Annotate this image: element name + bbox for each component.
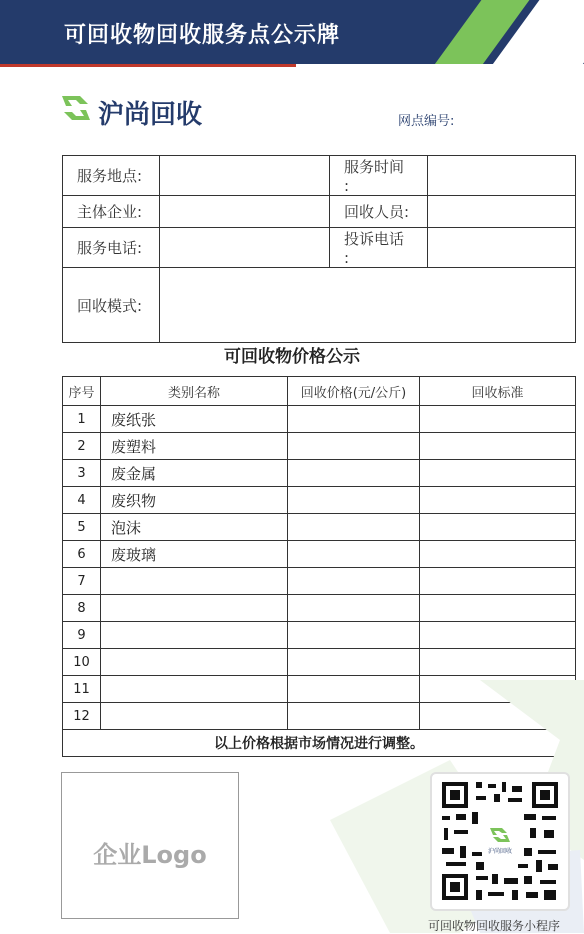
row-category[interactable] [101, 649, 288, 676]
brand-name: 沪尚回收 [98, 100, 203, 130]
qr-center-label: 沪尚回收 [487, 848, 513, 855]
row-price[interactable] [288, 649, 420, 676]
row-standard[interactable] [420, 514, 576, 541]
row-no: 2 [63, 433, 101, 460]
row-standard[interactable] [420, 460, 576, 487]
mode-label: 回收模式: [63, 268, 160, 343]
qr-code-icon [432, 774, 568, 909]
header-banner [0, 0, 584, 64]
row-standard[interactable] [420, 622, 576, 649]
price-note: 以上价格根据市场情况进行调整。 [63, 730, 576, 757]
row-category: 泡沫 [101, 514, 288, 541]
row-price[interactable] [288, 541, 420, 568]
row-price[interactable] [288, 622, 420, 649]
qr-caption: 可回收物回收服务小程序 [428, 919, 561, 933]
complaint-phone-label: 投诉电话 : [330, 228, 428, 268]
table-row [63, 622, 576, 649]
table-row [63, 406, 576, 433]
row-price[interactable] [288, 514, 420, 541]
row-price[interactable] [288, 433, 420, 460]
complaint-phone-field[interactable] [428, 228, 576, 268]
row-standard[interactable] [420, 487, 576, 514]
row-standard[interactable] [420, 568, 576, 595]
price-table-title: 可回收物价格公示 [224, 347, 360, 367]
row-price[interactable] [288, 568, 420, 595]
row-no: 8 [63, 595, 101, 622]
info-table [62, 155, 576, 343]
table-row [63, 433, 576, 460]
service-location-field[interactable] [160, 156, 330, 196]
row-no: 11 [63, 676, 101, 703]
row-standard[interactable] [420, 649, 576, 676]
table-row [63, 514, 576, 541]
row-no: 5 [63, 514, 101, 541]
table-row [63, 595, 576, 622]
row-category: 废织物 [101, 487, 288, 514]
row-category[interactable] [101, 622, 288, 649]
row-category: 废纸张 [101, 406, 288, 433]
table-row [63, 568, 576, 595]
row-price[interactable] [288, 487, 420, 514]
row-category[interactable] [101, 568, 288, 595]
recycle-logo-icon [58, 92, 94, 124]
row-category[interactable] [101, 595, 288, 622]
row-category[interactable] [101, 676, 288, 703]
service-phone-label: 服务电话: [63, 228, 160, 268]
company-field[interactable] [160, 196, 330, 228]
table-row [63, 541, 576, 568]
row-standard[interactable] [420, 406, 576, 433]
table-row [63, 487, 576, 514]
row-no: 9 [63, 622, 101, 649]
header-no: 序号 [63, 377, 101, 406]
row-standard[interactable] [420, 595, 576, 622]
header-standard: 回收标准 [420, 377, 576, 406]
header-category: 类别名称 [101, 377, 288, 406]
header-price: 回收价格(元/公斤) [288, 377, 420, 406]
mode-field[interactable] [160, 268, 576, 343]
row-no: 1 [63, 406, 101, 433]
row-no: 4 [63, 487, 101, 514]
table-row [63, 460, 576, 487]
service-time-field[interactable] [428, 156, 576, 196]
row-no: 10 [63, 649, 101, 676]
service-location-label: 服务地点: [63, 156, 160, 196]
row-standard[interactable] [420, 433, 576, 460]
row-category: 废塑料 [101, 433, 288, 460]
company-logo-placeholder [61, 772, 239, 919]
row-no: 12 [63, 703, 101, 730]
row-price[interactable] [288, 595, 420, 622]
row-price[interactable] [288, 406, 420, 433]
red-divider [0, 64, 296, 67]
mini-program-qr-code[interactable] [430, 772, 570, 911]
table-row [63, 649, 576, 676]
page-title: 可回收物回收服务点公示牌 [64, 23, 341, 48]
row-category: 废玻璃 [101, 541, 288, 568]
company-label: 主体企业: [63, 196, 160, 228]
row-no: 6 [63, 541, 101, 568]
row-no: 7 [63, 568, 101, 595]
row-category: 废金属 [101, 460, 288, 487]
service-time-label: 服务时间 : [330, 156, 428, 196]
logo-placeholder-text: 企业Logo [93, 841, 207, 869]
staff-label: 回收人员: [330, 196, 428, 228]
staff-field[interactable] [428, 196, 576, 228]
service-phone-field[interactable] [160, 228, 330, 268]
row-standard[interactable] [420, 541, 576, 568]
row-no: 3 [63, 460, 101, 487]
row-price[interactable] [288, 460, 420, 487]
row-category[interactable] [101, 703, 288, 730]
site-number-label: 网点编号: [398, 114, 455, 129]
